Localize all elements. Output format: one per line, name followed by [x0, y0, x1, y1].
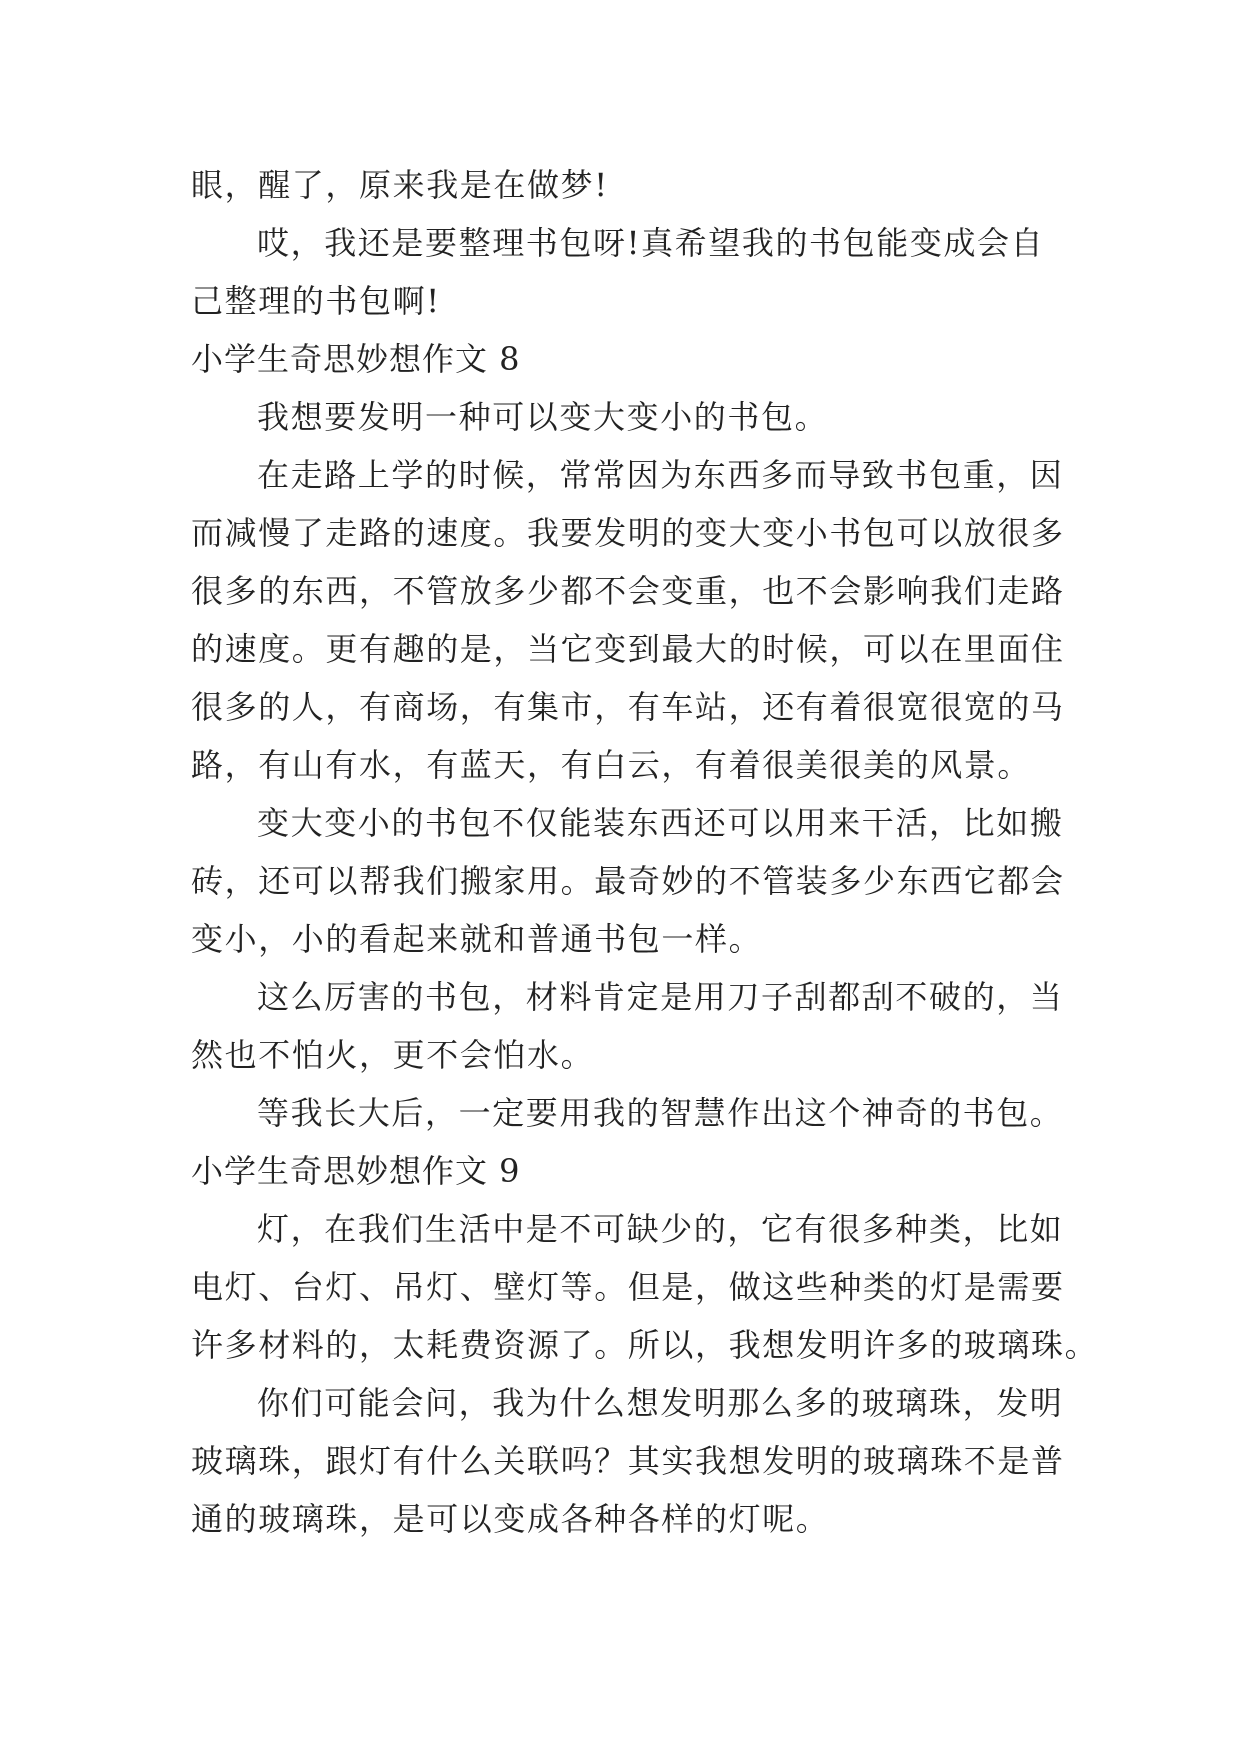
text-line: 而减慢了走路的速度。我要发明的变大变小书包可以放很多	[191, 514, 1065, 552]
text-line: 很多的东西，不管放多少都不会变重，也不会影响我们走路	[191, 572, 1065, 610]
section-heading: 小学生奇思妙想作文 9	[191, 1152, 521, 1190]
text-line: 变大变小的书包不仅能装东西还可以用来干活，比如搬	[257, 804, 1064, 842]
text-line: 的速度。更有趣的是，当它变到最大的时候，可以在里面住	[191, 630, 1065, 668]
text-line: 路，有山有水，有蓝天，有白云，有着很美很美的风景。	[191, 746, 1032, 784]
text-line: 我想要发明一种可以变大变小的书包。	[257, 398, 829, 436]
text-line: 己整理的书包啊!	[191, 282, 441, 320]
text-line: 这么厉害的书包，材料肯定是用刀子刮都刮不破的，当	[257, 978, 1064, 1016]
text-line: 变小，小的看起来就和普通书包一样。	[191, 920, 763, 958]
text-line: 眼，醒了，原来我是在做梦!	[191, 166, 609, 204]
text-line: 哎，我还是要整理书包呀!真希望我的书包能变成会自	[257, 224, 1045, 262]
text-line: 许多材料的，太耗费资源了。所以，我想发明许多的玻璃珠。	[191, 1326, 1099, 1364]
document-page	[191, 156, 1099, 1548]
text-line: 很多的人，有商场，有集市，有车站，还有着很宽很宽的马	[191, 688, 1065, 726]
text-line: 在走路上学的时候，常常因为东西多而导致书包重，因	[257, 456, 1064, 494]
section-heading: 小学生奇思妙想作文 8	[191, 340, 521, 378]
text-line: 然也不怕火，更不会怕水。	[191, 1036, 595, 1074]
text-line: 玻璃珠，跟灯有什么关联吗？其实我想发明的玻璃珠不是普	[191, 1442, 1065, 1480]
text-line: 灯，在我们生活中是不可缺少的，它有很多种类，比如	[257, 1210, 1064, 1248]
text-line: 通的玻璃珠，是可以变成各种各样的灯呢。	[191, 1500, 830, 1538]
text-line: 砖，还可以帮我们搬家用。最奇妙的不管装多少东西它都会	[191, 862, 1065, 900]
text-line: 电灯、台灯、吊灯、壁灯等。但是，做这些种类的灯是需要	[191, 1268, 1065, 1306]
text-line: 等我长大后，一定要用我的智慧作出这个神奇的书包。	[257, 1094, 1064, 1132]
text-line: 你们可能会问，我为什么想发明那么多的玻璃珠，发明	[257, 1384, 1064, 1422]
